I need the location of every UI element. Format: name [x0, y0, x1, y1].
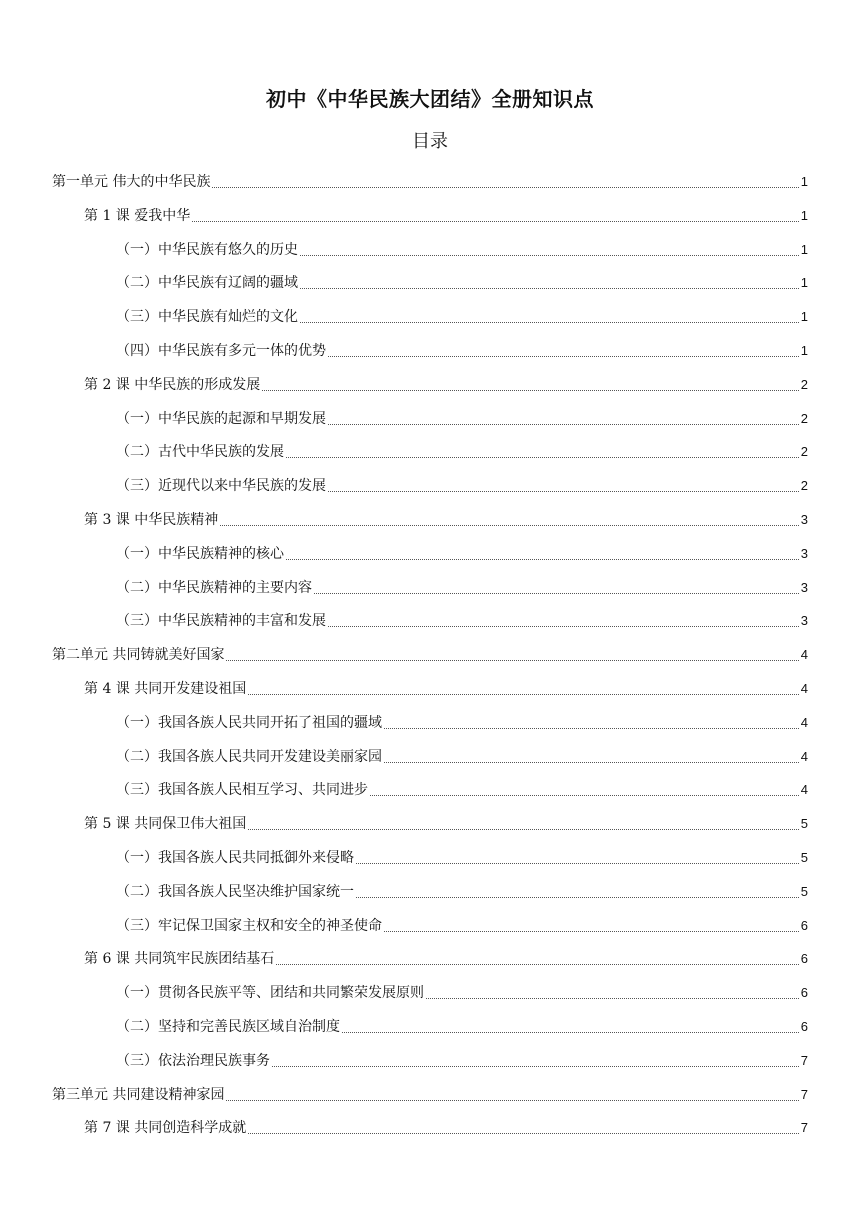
dot-leader — [328, 423, 799, 425]
toc-entry[interactable] — [116, 912, 808, 940]
toc-page-number: 4 — [800, 748, 808, 764]
toc-entry[interactable] — [116, 540, 808, 568]
toc-entry-label: （二）中华民族有辽阔的疆域 — [116, 275, 298, 292]
toc-entry-label: （三）近现代以来中华民族的发展 — [116, 478, 326, 495]
toc-entry-label: 第 2 课 中华民族的形成发展 — [84, 376, 261, 393]
dot-leader — [262, 389, 799, 391]
toc-page-number: 4 — [800, 714, 808, 730]
toc-entry-label: （一）我国各族人民共同抵御外来侵略 — [116, 850, 354, 866]
dot-leader — [192, 220, 799, 222]
toc-entry[interactable] — [116, 574, 808, 602]
toc-entry-label: （一）中华民族的起源和早期发展 — [116, 410, 326, 427]
dot-leader — [226, 1099, 798, 1101]
toc-entry-label: （二）我国各族人民坚决维护国家统一 — [116, 883, 354, 900]
toc-entry-label: 第 1 课 爱我中华 — [84, 207, 191, 224]
toc-entry[interactable] — [116, 709, 808, 737]
dot-leader — [314, 592, 799, 594]
dot-leader — [212, 186, 798, 188]
toc-entry[interactable] — [116, 844, 808, 872]
toc-entry-label: 第二单元 共同铸就美好国家 — [52, 647, 225, 664]
dot-leader — [328, 355, 799, 357]
toc-entry[interactable] — [84, 202, 808, 230]
toc-page-number: 1 — [800, 241, 808, 257]
toc-entry-label: （二）坚持和完善民族区域自治制度 — [116, 1019, 340, 1035]
dot-leader — [300, 254, 799, 256]
toc-entry[interactable] — [116, 1013, 808, 1041]
toc-entry[interactable] — [116, 303, 808, 331]
toc-page-number: 2 — [800, 410, 808, 426]
toc-entry[interactable] — [84, 810, 808, 838]
toc-entry[interactable] — [116, 743, 808, 771]
toc-entry-label: （一）中华民族有悠久的历史 — [116, 241, 298, 258]
dot-leader — [384, 761, 799, 763]
toc-page-number: 1 — [800, 309, 808, 325]
toc-page-number: 3 — [800, 579, 808, 595]
toc-entry-label: 第三单元 共同建设精神家园 — [52, 1086, 225, 1103]
toc-page-number: 5 — [800, 816, 808, 832]
dot-leader — [248, 693, 799, 695]
toc-page-number: 3 — [800, 613, 808, 629]
toc-entry-label: （二）中华民族精神的主要内容 — [116, 579, 312, 596]
dot-leader — [384, 727, 799, 729]
toc-page-number: 5 — [800, 883, 808, 899]
dot-leader — [226, 659, 798, 661]
toc-entry-label: （二）我国各族人民共同开发建设美丽家园 — [116, 748, 382, 765]
toc-page-number: 6 — [800, 1019, 808, 1034]
toc-entry[interactable] — [116, 607, 808, 635]
toc-entry-label: （一）中华民族精神的核心 — [116, 545, 284, 562]
dot-leader — [286, 456, 799, 458]
toc-page-number: 6 — [800, 951, 808, 967]
toc-page-number: 2 — [800, 376, 808, 392]
toc-entry[interactable] — [52, 1081, 808, 1109]
toc-page-number: 7 — [800, 1052, 808, 1068]
toc-entry[interactable] — [84, 506, 808, 534]
toc-entry[interactable] — [116, 979, 808, 1007]
toc-page-number: 7 — [800, 1120, 808, 1136]
toc-entry-label: 第 7 课 共同创造科学成就 — [84, 1120, 247, 1137]
toc-entry-label: （二）古代中华民族的发展 — [116, 444, 284, 461]
dot-leader — [356, 862, 799, 864]
toc-entry-label: 第 6 课 共同筑牢民族团结基石 — [84, 951, 275, 968]
dot-leader — [384, 930, 799, 932]
dot-leader — [328, 625, 799, 627]
toc-entry-label: （三）牢记保卫国家主权和安全的神圣使命 — [116, 917, 382, 934]
toc-entry[interactable] — [116, 269, 808, 297]
dot-leader — [328, 490, 799, 492]
toc-entry[interactable] — [116, 776, 808, 804]
toc-heading: 目录 — [412, 131, 448, 152]
toc-entry-label: （三）我国各族人民相互学习、共同进步 — [116, 782, 368, 799]
toc-page-number: 1 — [800, 174, 808, 189]
toc-entry[interactable] — [116, 337, 808, 365]
dot-leader — [286, 558, 799, 560]
toc-entry[interactable] — [52, 168, 808, 196]
dot-leader — [248, 828, 799, 830]
toc-entry[interactable] — [84, 945, 808, 973]
toc-page-number: 2 — [800, 478, 808, 494]
toc-entry-label: （三）中华民族精神的丰富和发展 — [116, 613, 326, 630]
toc-entry[interactable] — [116, 405, 808, 433]
toc-entry[interactable] — [116, 472, 808, 500]
toc-entry-label: 第 3 课 中华民族精神 — [84, 512, 219, 528]
toc-page-number: 1 — [800, 275, 808, 291]
toc-entry-label: （一）贯彻各民族平等、团结和共同繁荣发展原则 — [116, 985, 424, 1002]
dot-leader — [248, 1132, 799, 1134]
toc-page-number: 1 — [800, 343, 808, 358]
toc-page-number: 5 — [800, 850, 808, 865]
toc-page-number: 4 — [800, 647, 808, 663]
dot-leader — [342, 1031, 799, 1033]
toc-page-number: 1 — [800, 207, 808, 223]
page-title: 初中《中华民族大团结》全册知识点 — [266, 87, 594, 111]
toc-page-number: 6 — [800, 917, 808, 933]
toc-entry-label: 第一单元 伟大的中华民族 — [52, 174, 211, 190]
dot-leader — [220, 524, 799, 526]
toc-page-number: 3 — [800, 512, 808, 527]
toc-entry-label: （一）我国各族人民共同开拓了祖国的疆域 — [116, 714, 382, 731]
toc-entry[interactable] — [116, 438, 808, 466]
toc-entry-label: （三）依法治理民族事务 — [116, 1052, 270, 1069]
toc-entry[interactable] — [52, 641, 808, 669]
dot-leader — [300, 287, 799, 289]
toc-page-number: 3 — [800, 545, 808, 561]
dot-leader — [276, 963, 799, 965]
dot-leader — [426, 997, 799, 999]
dot-leader — [272, 1065, 799, 1067]
toc-entry[interactable] — [116, 236, 808, 264]
toc-page-number: 7 — [800, 1086, 808, 1102]
toc-entry[interactable] — [84, 371, 808, 399]
toc-entry-label: 第 4 课 共同开发建设祖国 — [84, 681, 247, 697]
toc-page-number: 2 — [800, 444, 808, 460]
toc-entry[interactable] — [84, 1114, 808, 1142]
toc-page-number: 4 — [800, 782, 808, 798]
toc-entry[interactable] — [84, 675, 808, 703]
toc-entry[interactable] — [116, 878, 808, 906]
dot-leader — [370, 794, 799, 796]
toc-page-number: 6 — [800, 985, 808, 1001]
dot-leader — [356, 896, 799, 898]
toc-entry-label: （四）中华民族有多元一体的优势 — [116, 343, 326, 359]
toc-entry-label: （三）中华民族有灿烂的文化 — [116, 309, 298, 326]
dot-leader — [300, 321, 799, 323]
toc-entry[interactable] — [116, 1047, 808, 1075]
toc-page-number: 4 — [800, 681, 808, 696]
toc-entry-label: 第 5 课 共同保卫伟大祖国 — [84, 816, 247, 833]
